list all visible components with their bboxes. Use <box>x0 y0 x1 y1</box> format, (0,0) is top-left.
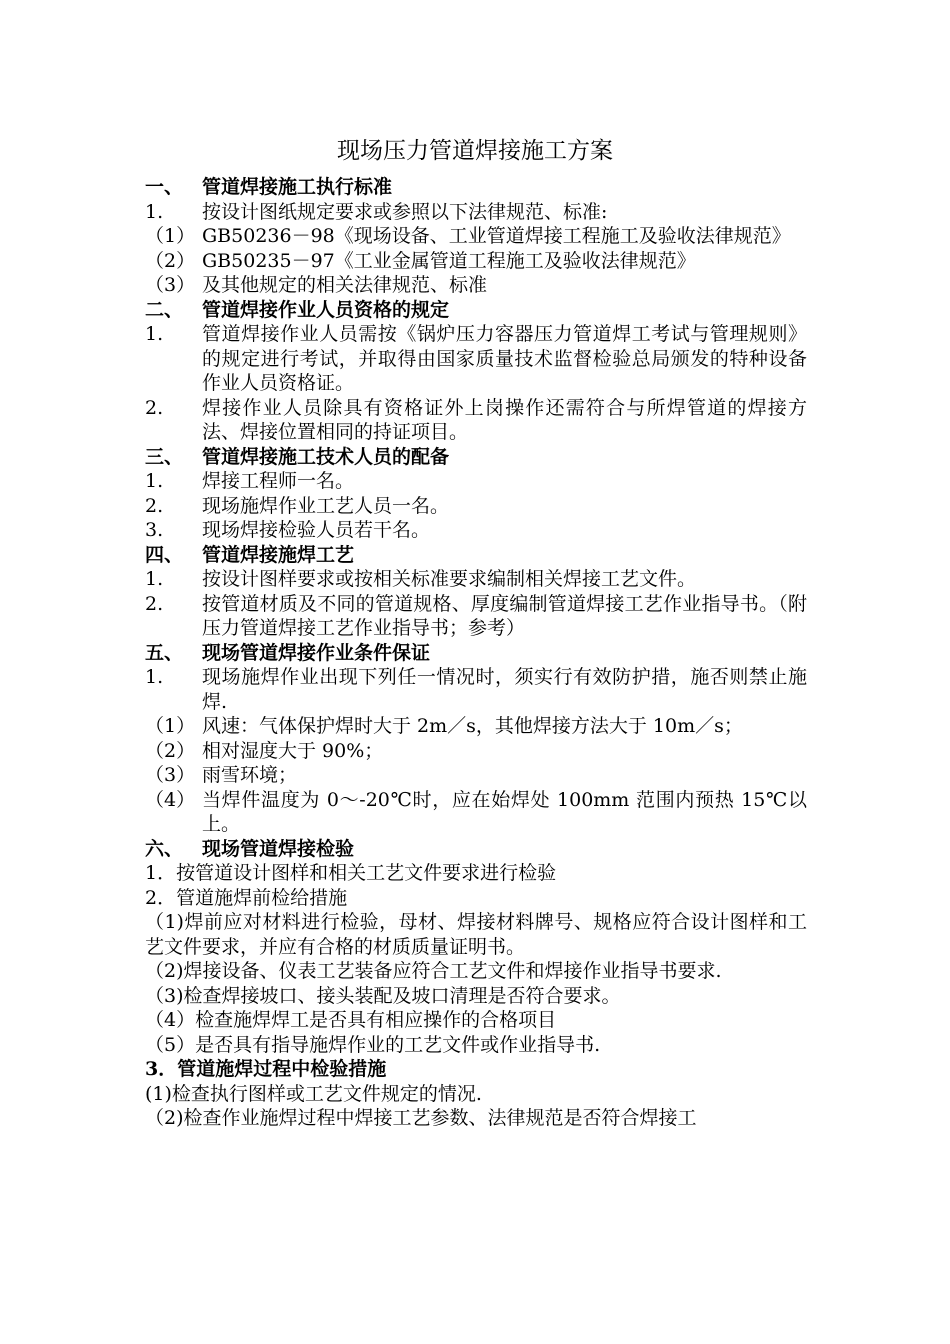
item-text: 管道焊接作业人员需按《锅炉压力容器压力管道焊工考试与管理规则》的规定进行考试，并取得由国家质量技术监督检验总局颁发的特种设备作业人员资格证。 <box>202 323 807 394</box>
item-marker: 3. <box>145 519 164 541</box>
item-marker: 三、 <box>145 445 184 468</box>
item-marker: 四、 <box>145 543 184 566</box>
item-marker: 1. <box>145 470 164 492</box>
item-text: 及其他规定的相关法律规范、标准 <box>202 274 488 296</box>
item-text: 管道焊接作业人员资格的规定 <box>202 298 450 321</box>
document-title: 现场压力管道焊接施工方案 <box>337 138 613 164</box>
item-text: 按设计图纸规定要求或参照以下法律规范、标准: <box>202 200 608 223</box>
list-item <box>145 249 807 274</box>
item-marker: 1. <box>145 323 164 345</box>
list-item <box>145 396 807 445</box>
item-marker: 一、 <box>145 176 184 198</box>
item-text: 雨雪环境； <box>202 764 298 786</box>
item-text: 管道焊接施焊工艺 <box>202 543 355 566</box>
item-marker: （2） <box>145 739 196 762</box>
item-marker: 2. <box>145 396 164 419</box>
paragraph: 2．管道施焊前检给措施 <box>145 886 348 909</box>
item-marker: （1） <box>145 715 196 737</box>
paragraph: (1)检查执行图样或工艺文件规定的情况. <box>145 1082 482 1105</box>
item-text: 按管道材质及不同的管道规格、厚度编制管道焊接工艺作业指导书。（附压力管道焊接工艺作业指导书；参考） <box>202 592 807 639</box>
list-item <box>145 200 807 225</box>
item-text: 相对湿度大于 90%； <box>202 739 384 762</box>
list-item <box>145 469 807 494</box>
paragraph: 1．按管道设计图样和相关工艺文件要求进行检验 <box>145 862 557 884</box>
list-item <box>145 322 807 396</box>
list-item <box>145 739 807 764</box>
list-item <box>145 788 807 837</box>
item-text: 风速：气体保护焊时大于 2m／s，其他焊接方法大于 10m／s； <box>202 715 743 737</box>
item-marker: 2. <box>145 592 164 615</box>
item-marker: （3） <box>145 764 196 786</box>
list-item <box>145 273 807 298</box>
paragraph: （4）检查施焊焊工是否具有相应操作的合格项目 <box>145 1009 557 1031</box>
item-marker: 五、 <box>145 641 184 664</box>
item-text: 焊接作业人员除具有资格证外上岗操作还需符合与所焊管道的焊接方法、焊接位置相同的持证项目。 <box>202 396 807 443</box>
section-heading <box>145 641 807 666</box>
list-item <box>145 763 807 788</box>
paragraph: （2)检查作业施焊过程中焊接工艺参数、法律规范是否符合焊接工 <box>145 1107 697 1129</box>
item-marker: 六、 <box>145 837 184 860</box>
item-text: 现场施焊作业工艺人员一名。 <box>202 494 450 517</box>
document-body <box>145 175 807 1131</box>
item-marker: （2） <box>145 249 196 272</box>
item-text: 当焊件温度为 0～-20℃时，应在始焊处 100mm 范围内预热 15℃以上。 <box>202 788 807 835</box>
item-text: 焊接工程师一名。 <box>202 470 355 492</box>
subsection-heading: 3．管道施焊过程中检验措施 <box>145 1058 387 1080</box>
list-item <box>145 518 807 543</box>
item-marker: （1） <box>145 225 196 247</box>
section-heading <box>145 445 807 470</box>
section-heading <box>145 298 807 323</box>
paragraph: （1)焊前应对材料进行检验，母材、焊接材料牌号、规格应符合设计图样和工艺文件要求，并应有合格的材质质量证明书。 <box>145 911 807 958</box>
item-text: 管道焊接施工执行标准 <box>202 176 393 198</box>
list-item <box>145 494 807 519</box>
item-marker: 1. <box>145 200 164 223</box>
item-marker: （3） <box>145 274 196 296</box>
item-text: 按设计图样要求或按相关标准要求编制相关焊接工艺文件。 <box>202 568 697 590</box>
section-heading <box>145 175 807 200</box>
list-item <box>145 665 807 714</box>
item-text: GB50236－98《现场设备、工业管道焊接工程施工及验收法律规范》 <box>202 225 791 247</box>
paragraph: （5）是否具有指导施焊作业的工艺文件或作业指导书. <box>145 1033 601 1056</box>
section-heading <box>145 837 807 862</box>
item-marker: 二、 <box>145 298 184 321</box>
item-marker: 1. <box>145 666 164 688</box>
item-marker: 2. <box>145 494 164 517</box>
item-marker: 1. <box>145 568 164 590</box>
section-heading <box>145 543 807 568</box>
item-text: 现场施焊作业出现下列任一情况时，须实行有效防护措，施否则禁止施焊. <box>202 666 807 713</box>
item-text: 现场焊接检验人员若干名。 <box>202 519 431 541</box>
paragraph: （3)检查焊接坡口、接头装配及坡口清理是否符合要求。 <box>145 984 621 1007</box>
item-marker: （4） <box>145 788 196 811</box>
paragraph: （2)焊接设备、仪表工艺装备应符合工艺文件和焊接作业指导书要求. <box>145 960 722 982</box>
list-item <box>145 224 807 249</box>
list-item <box>145 567 807 592</box>
list-item <box>145 714 807 739</box>
item-text: 管道焊接施工技术人员的配备 <box>202 445 450 468</box>
list-item <box>145 592 807 641</box>
item-text: 现场管道焊接检验 <box>202 837 355 860</box>
item-text: GB50235－97《工业金属管道工程施工及验收法律规范》 <box>202 249 696 272</box>
item-text: 现场管道焊接作业条件保证 <box>202 641 431 664</box>
